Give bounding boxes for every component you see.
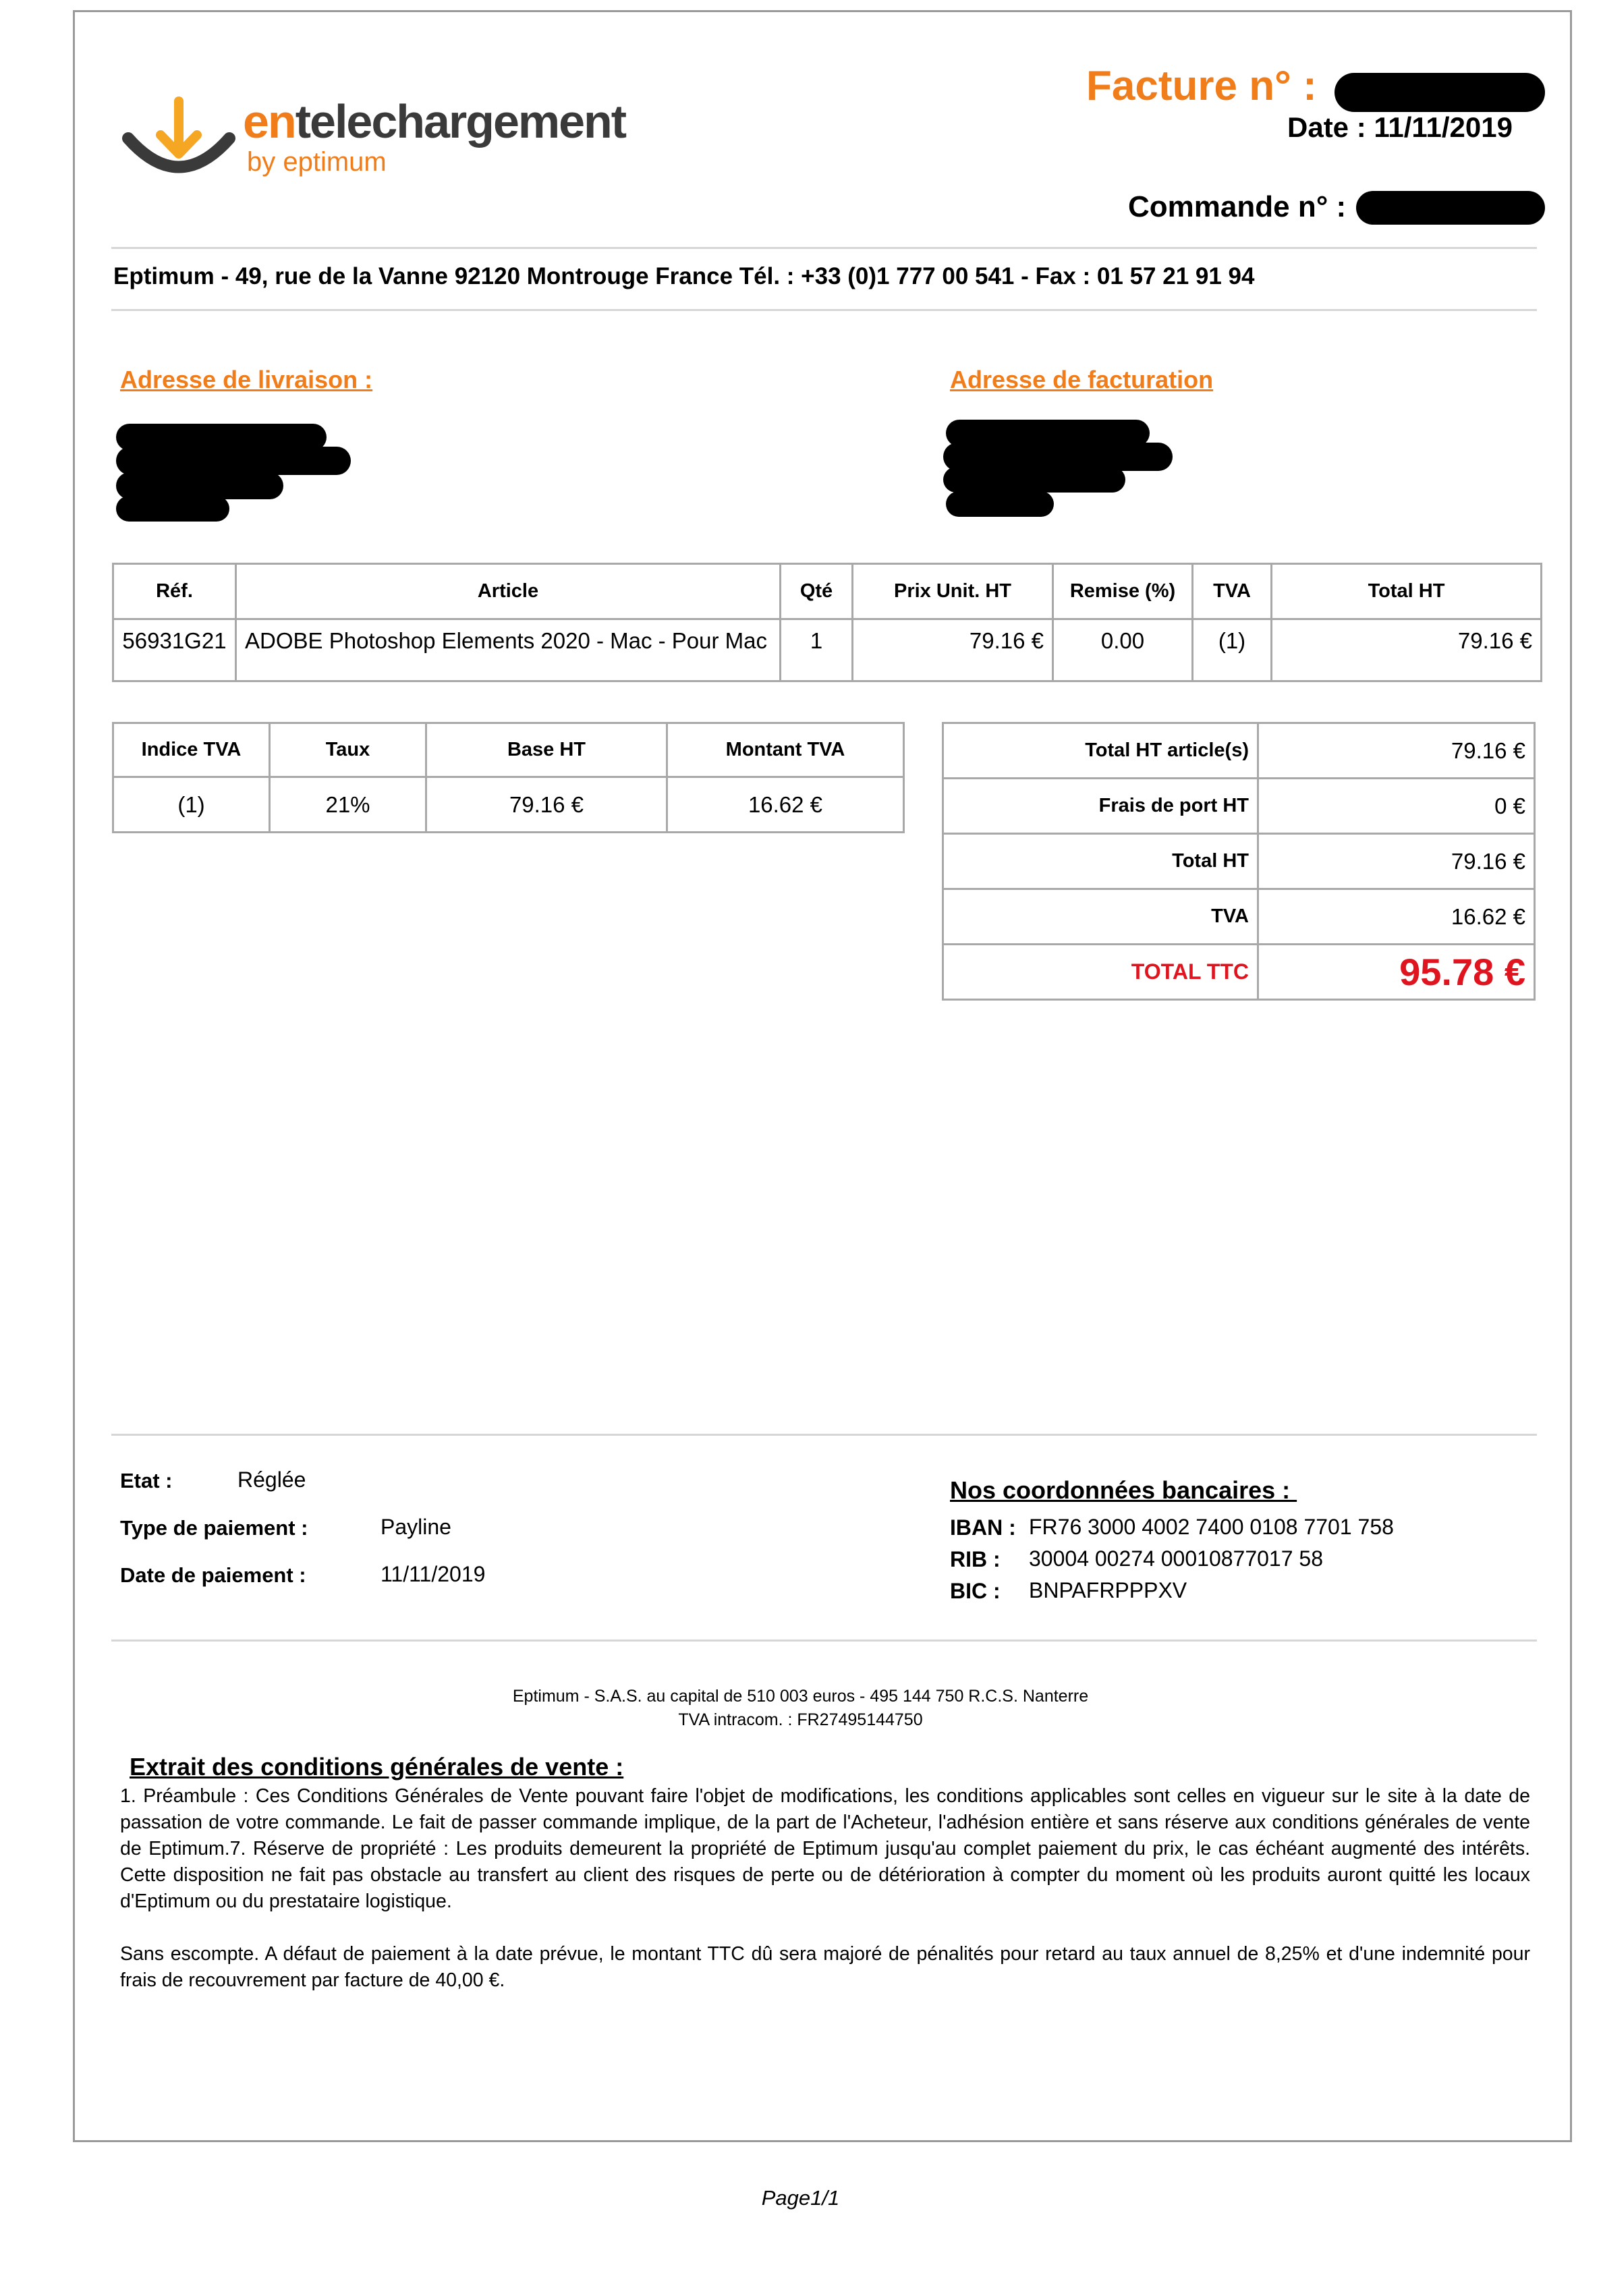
table-row — [943, 945, 1535, 1000]
item-article: ADOBE Photoshop Elements 2020 - Mac - Pour Mac — [236, 619, 781, 681]
col-article: Article — [236, 564, 781, 619]
col-vat-amount: Montant TVA — [667, 723, 904, 777]
logo-prefix: en — [243, 95, 296, 148]
legal-line-2: TVA intracom. : FR27495144750 — [678, 1710, 923, 1729]
rib-value: 30004 00274 00010877017 58 — [1029, 1546, 1323, 1571]
order-number-label: Commande n° : — [1128, 190, 1347, 223]
delivery-address-title: Adresse de livraison : — [120, 366, 373, 393]
cgv-title: Extrait des conditions générales de vente : — [130, 1753, 624, 1781]
divider-legal — [111, 1640, 1537, 1642]
col-vat: TVA — [1193, 564, 1272, 619]
items-table-header — [113, 564, 1542, 619]
table-row — [113, 619, 1542, 681]
col-vat-base: Base HT — [426, 723, 667, 777]
logo-icon — [121, 94, 236, 196]
cgv-paragraph-2: Sans escompte. A défaut de paiement à la date prévue, le montant TTC dû sera majoré de pénalités pour retard au taux annuel de 8,25% et d'une indemnité pour frais de recouvrement par facture de 40,00 €. — [120, 1943, 1530, 1991]
invoice-number-label: Facture n° : — [1086, 63, 1317, 109]
payment-type-value: Payline — [381, 1515, 451, 1539]
rib-label: RIB : — [950, 1547, 1001, 1571]
vat-table-header — [113, 723, 904, 777]
col-unit-price: Prix Unit. HT — [853, 564, 1053, 619]
logo-name: telechargement — [295, 95, 626, 148]
item-qty: 1 — [781, 619, 853, 681]
total-label: Frais de port HT — [943, 779, 1258, 834]
divider-company — [111, 309, 1537, 311]
company-line: Eptimum - 49, rue de la Vanne 92120 Montrouge France Tél. : +33 (0)1 777 00 541 - Fax : 01 57 21 91 94 — [113, 263, 1255, 289]
divider-top — [111, 247, 1537, 249]
billing-address-title: Adresse de facturation — [950, 366, 1214, 393]
col-qty: Qté — [781, 564, 853, 619]
vat-base: 79.16 € — [426, 777, 667, 833]
total-value: 79.16 € — [1258, 723, 1535, 779]
item-vat: (1) — [1193, 619, 1272, 681]
billing-address-redaction-3 — [943, 467, 1125, 493]
total-label: Total HT — [943, 834, 1258, 889]
iban-label: IBAN : — [950, 1515, 1016, 1540]
vat-amount: 16.62 € — [667, 777, 904, 833]
logo — [121, 94, 626, 202]
table-row — [943, 889, 1535, 945]
item-total: 79.16 € — [1272, 619, 1542, 681]
order-number-redaction — [1356, 191, 1545, 225]
legal-line-1: Eptimum - S.A.S. au capital de 510 003 euros - 495 144 750 R.C.S. Nanterre — [512, 1687, 1089, 1706]
item-ref: 56931G21 — [113, 619, 236, 681]
invoice-number-redaction — [1335, 73, 1545, 112]
delivery-address-redaction-4 — [116, 496, 229, 522]
total-value: 79.16 € — [1258, 834, 1535, 889]
payment-date-label: Date de paiement : — [120, 1563, 306, 1587]
vat-table — [112, 722, 905, 833]
invoice-date: Date : 11/11/2019 — [1287, 111, 1513, 143]
item-discount: 0.00 — [1053, 619, 1193, 681]
totals-table — [942, 722, 1536, 1001]
item-unit-price: 79.16 € — [853, 619, 1053, 681]
col-ref: Réf. — [113, 564, 236, 619]
table-row — [943, 723, 1535, 779]
grand-total-label: TOTAL TTC — [943, 945, 1258, 1000]
billing-address-redaction-4 — [946, 491, 1054, 517]
col-total: Total HT — [1272, 564, 1542, 619]
iban-value: FR76 3000 4002 7400 0108 7701 758 — [1029, 1515, 1394, 1539]
table-row — [943, 779, 1535, 834]
page-number: Page1/1 — [761, 2186, 840, 2210]
grand-total-value: 95.78 € — [1258, 945, 1535, 1000]
cgv-paragraph-1: 1. Préambule : Ces Conditions Générales de Vente pouvant faire l'objet de modifications, les conditions applicables sont celles en vigueur sur le site à la date de passation de votre commande. Le fait de passer commande implique, de la part de l'Acheteur, l'adhésion entière et sans réserve aux conditions générales de vente de Eptimum.7. Réserve de propriété : Les produits demeurent la propriété de Eptimum jusqu'au complet paiement du prix, le cas échéant augmenté des intérêts. Cette disposition ne fait pas obstacle au transfert au client des risques de perte ou de détérioration à compter du moment où les produits auront quitté les locaux d'Eptimum ou du prestataire logistique. — [120, 1785, 1530, 1912]
bic-value: BNPAFRPPPXV — [1029, 1578, 1187, 1602]
payment-type-label: Type de paiement : — [120, 1516, 308, 1540]
col-vat-rate: Taux — [270, 723, 426, 777]
vat-rate: 21% — [270, 777, 426, 833]
total-value: 0 € — [1258, 779, 1535, 834]
payment-date-value: 11/11/2019 — [381, 1562, 486, 1586]
bank-title: Nos coordonnées bancaires : — [950, 1476, 1297, 1504]
logo-subtitle: by eptimum — [247, 147, 387, 177]
table-row — [113, 777, 904, 833]
payment-status-label: Etat : — [120, 1469, 173, 1492]
total-value: 16.62 € — [1258, 889, 1535, 945]
payment-status-value: Réglée — [237, 1467, 306, 1492]
total-label: Total HT article(s) — [943, 723, 1258, 779]
bic-label: BIC : — [950, 1579, 1001, 1603]
delivery-address-redaction-2 — [116, 447, 351, 475]
col-discount: Remise (%) — [1053, 564, 1193, 619]
divider-payment — [111, 1434, 1537, 1436]
total-label: TVA — [943, 889, 1258, 945]
col-vat-index: Indice TVA — [113, 723, 270, 777]
items-table — [112, 563, 1542, 682]
table-row — [943, 834, 1535, 889]
vat-index: (1) — [113, 777, 270, 833]
delivery-address-redaction-3 — [116, 472, 283, 499]
